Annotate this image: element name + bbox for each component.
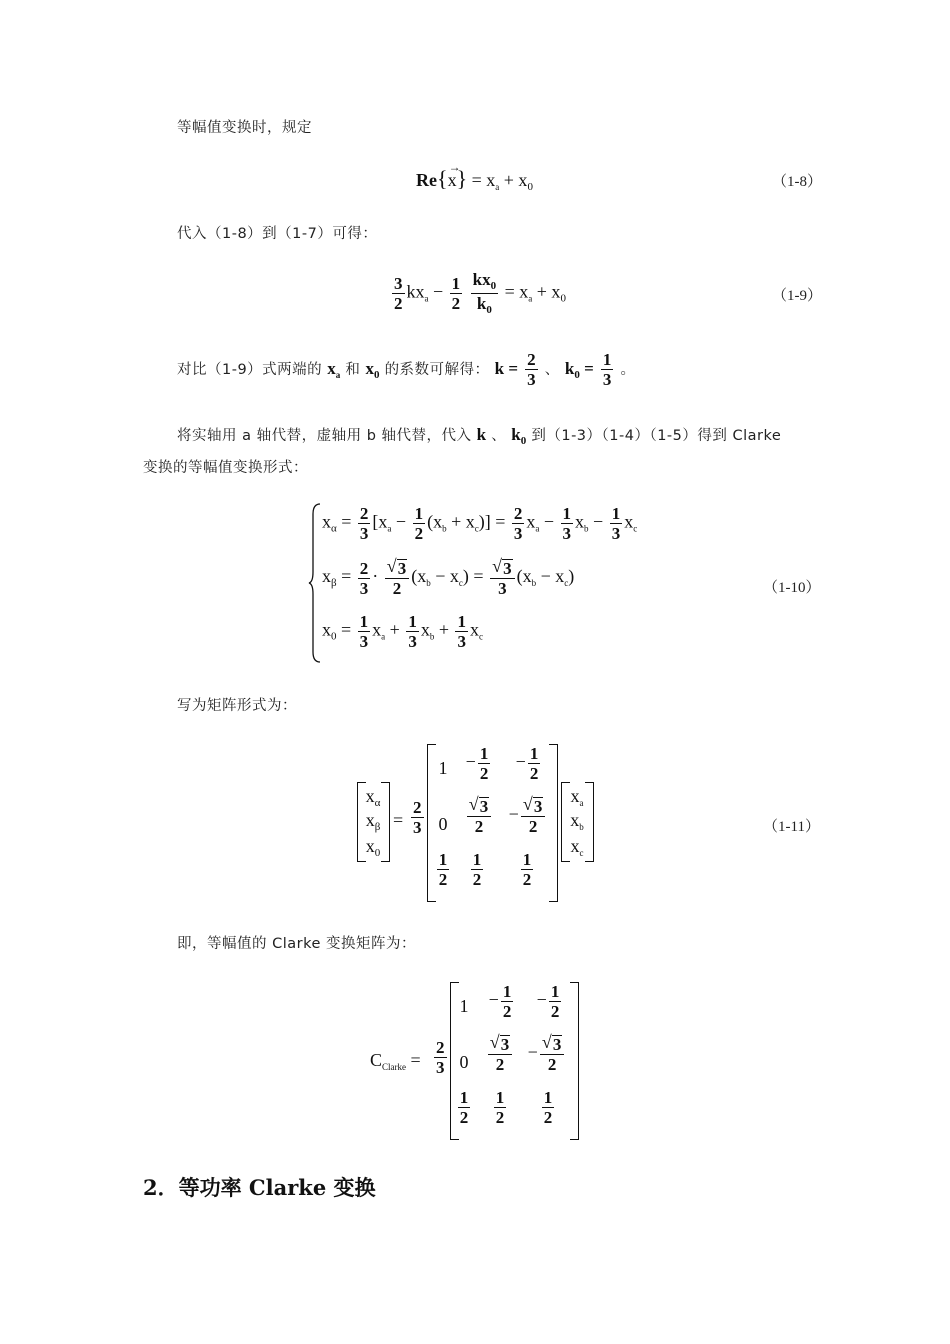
- paragraph-1: 等幅值变换时，规定: [177, 120, 312, 136]
- paragraph-4: 将实轴用 a 轴代替，虚轴用 b 轴代替，代入 k 、 $k_0$ 到（1-3）（1-4）（1-5）得到 Clarke: [177, 425, 782, 447]
- equation-1-11: $x_\alpha$ $x_\beta$ $x_0$ = $\frac{2}{3}$ 1 − $\frac{1}{2}$ − $\frac{1}{2}$ 0 √ 3 2 − √ 3 2 $\frac{1}{2}$ $\frac{1}{2}$ $\frac{1}{2}$ $x_a$ $x_b$ $x_c$: [355, 742, 605, 904]
- paragraph-6: 即，等幅值的 Clarke 变换矩阵为：: [177, 936, 417, 952]
- equation-1-8: Re{x → } = $x_a + x_0$: [416, 160, 533, 193]
- equation-number-1-9: （1-9）: [772, 288, 822, 304]
- left-brace: [308, 502, 322, 664]
- equation-number-1-10: （1-10）: [763, 580, 821, 596]
- clarke-matrix: $C_{Clarke}$ = $\frac{2}{3}$ 1 − $\frac{1}{2}$ − $\frac{1}{2}$ 0 √ 3 2 − √ 3 2 $\frac{1}{2}$ $\frac{1}{2}$ $\frac{1}{2}$: [370, 980, 590, 1142]
- equation-number-1-8: （1-8）: [772, 174, 822, 190]
- section-heading: 2．等功率 Clarke 变换: [143, 1175, 376, 1200]
- paragraph-3: 对比（1-9）式两端的 $x_a$ 和 $x_0$ 的系数可解得： k = $\frac{2}{3}$ 、 $k_0$ = $\frac{1}{3}$ 。: [177, 350, 636, 389]
- equation-1-9: $\frac{3}{2}$ $kx_a$ − $\frac{1}{2}$ $\frac{kx_0}{k_0}$ = $x_a + x_0$: [394, 270, 566, 316]
- paragraph-5: 写为矩阵形式为：: [177, 698, 297, 714]
- paragraph-4-cont: 变换的等幅值变换形式：: [143, 460, 308, 476]
- equation-number-1-11: （1-11）: [763, 819, 820, 835]
- equation-1-10: $x_\alpha$ = $\frac{2}{3}$ [$x_a$ − $\frac{1}{2}$ $(x_b + x_c)$] = $\frac{2}{3}$ $x_a$ − $\frac{1}{3}$ $x_b$ − $\frac{1}{3}$ $x_c$ $x_\beta$ = $\frac{2}{3}$ · √ 3 2 $(x_b - x_c)$ = √ 3 3 $(x_b - x_c)$ $x_0$ = $\frac{1}{3}$ $x_a$ + $\frac{1}{3}$ $x_b$ + $\frac{1}{3}$ $x_c$: [308, 500, 708, 666]
- paragraph-2: 代入（1-8）到（1-7）可得：: [177, 226, 378, 242]
